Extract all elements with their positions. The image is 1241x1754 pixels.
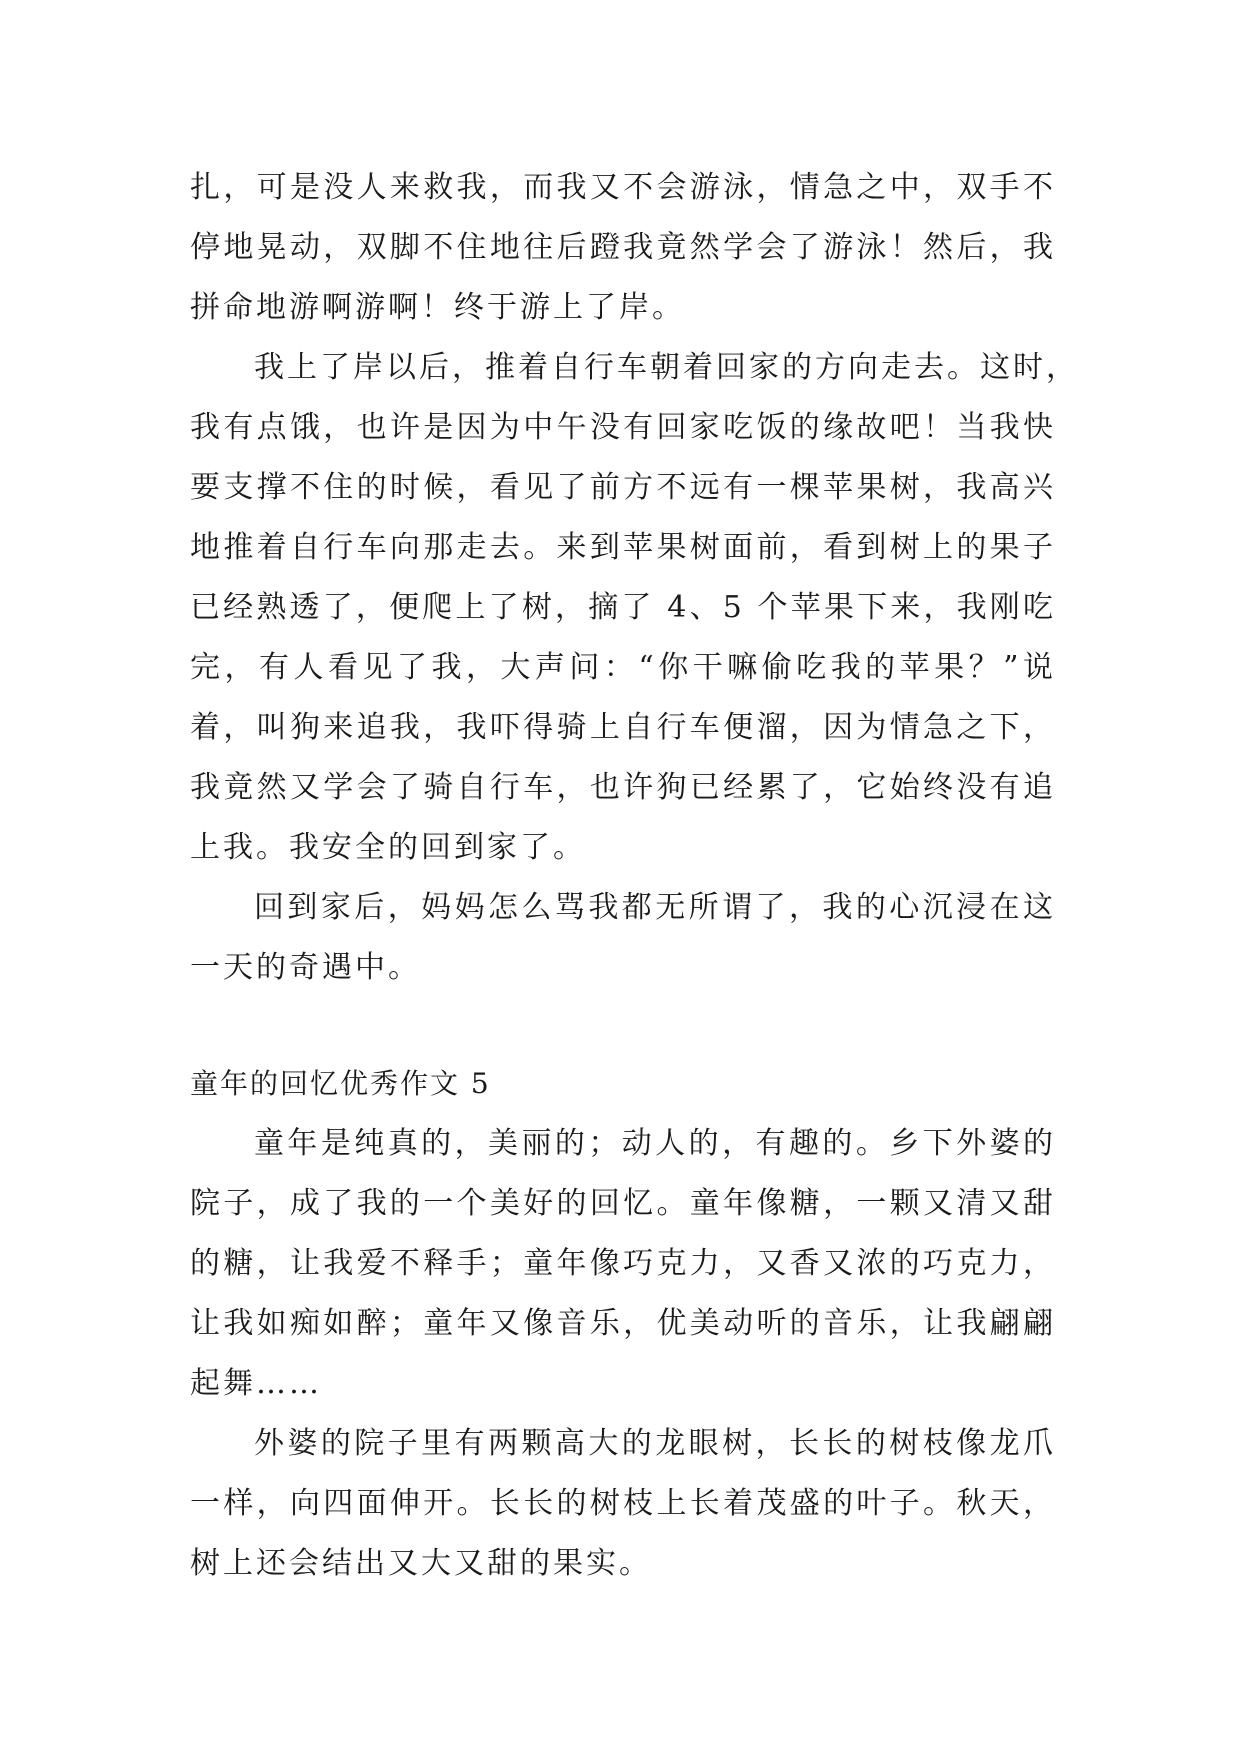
text-line: 起舞……	[190, 1366, 322, 1401]
text-line: 我上了岸以后，推着自行车朝着回家的方向走去。这时，	[254, 350, 1079, 385]
document-page	[190, 158, 1079, 1594]
paragraph	[190, 1114, 1056, 1414]
text-line: 让我如痴如醉；童年又像音乐，优美动听的音乐，让我翩翩	[190, 1306, 1056, 1341]
text-line: 上我。我安全的回到家了。	[190, 830, 586, 865]
essay-body-part-one	[190, 158, 1079, 998]
text-line: 一样，向四面伸开。长长的树枝上长着茂盛的叶子。秋天，	[190, 1486, 1056, 1521]
text-line: 我竟然又学会了骑自行车，也许狗已经累了，它始终没有追	[190, 770, 1056, 805]
text-line: 完，有人看见了我，大声问：“你干嘛偷吃我的苹果？”说	[190, 650, 1056, 685]
text-line: 停地晃动，双脚不住地往后蹬我竟然学会了游泳！然后，我	[190, 230, 1056, 265]
text-line: 一天的奇遇中。	[190, 950, 421, 985]
text-line: 童年是纯真的，美丽的；动人的，有趣的。乡下外婆的	[254, 1126, 1056, 1161]
text-line: 院子，成了我的一个美好的回忆。童年像糖，一颗又清又甜	[190, 1186, 1056, 1221]
text-line: 已经熟透了，便爬上了树，摘了 4、5 个苹果下来，我刚吃	[190, 590, 1056, 625]
text-line: 我有点饿，也许是因为中午没有回家吃饭的缘故吧！当我快	[190, 410, 1056, 445]
text-line: 树上还会结出又大又甜的果实。	[190, 1546, 652, 1581]
section-title: 童年的回忆优秀作文 5	[190, 1067, 491, 1100]
text-line: 外婆的院子里有两颗高大的龙眼树，长长的树枝像龙爪	[254, 1426, 1056, 1461]
text-line: 地推着自行车向那走去。来到苹果树面前，看到树上的果子	[190, 530, 1056, 565]
text-line: 着，叫狗来追我，我吓得骑上自行车便溜，因为情急之下，	[190, 710, 1056, 745]
paragraph	[190, 878, 1056, 998]
paragraph	[190, 338, 1079, 878]
text-line: 要支撑不住的时候，看见了前方不远有一棵苹果树，我高兴	[190, 470, 1056, 505]
text-line: 回到家后，妈妈怎么骂我都无所谓了，我的心沉浸在这	[254, 890, 1056, 925]
paragraph	[190, 1414, 1056, 1594]
text-line: 扎，可是没人来救我，而我又不会游泳，情急之中，双手不	[190, 170, 1056, 205]
paragraph	[190, 158, 1056, 338]
text-line: 拼命地游啊游啊！终于游上了岸。	[190, 290, 685, 325]
section-gap	[190, 998, 1056, 1054]
text-line: 的糖，让我爱不释手；童年像巧克力，又香又浓的巧克力，	[190, 1246, 1056, 1281]
essay-body-part-two	[190, 1114, 1056, 1594]
